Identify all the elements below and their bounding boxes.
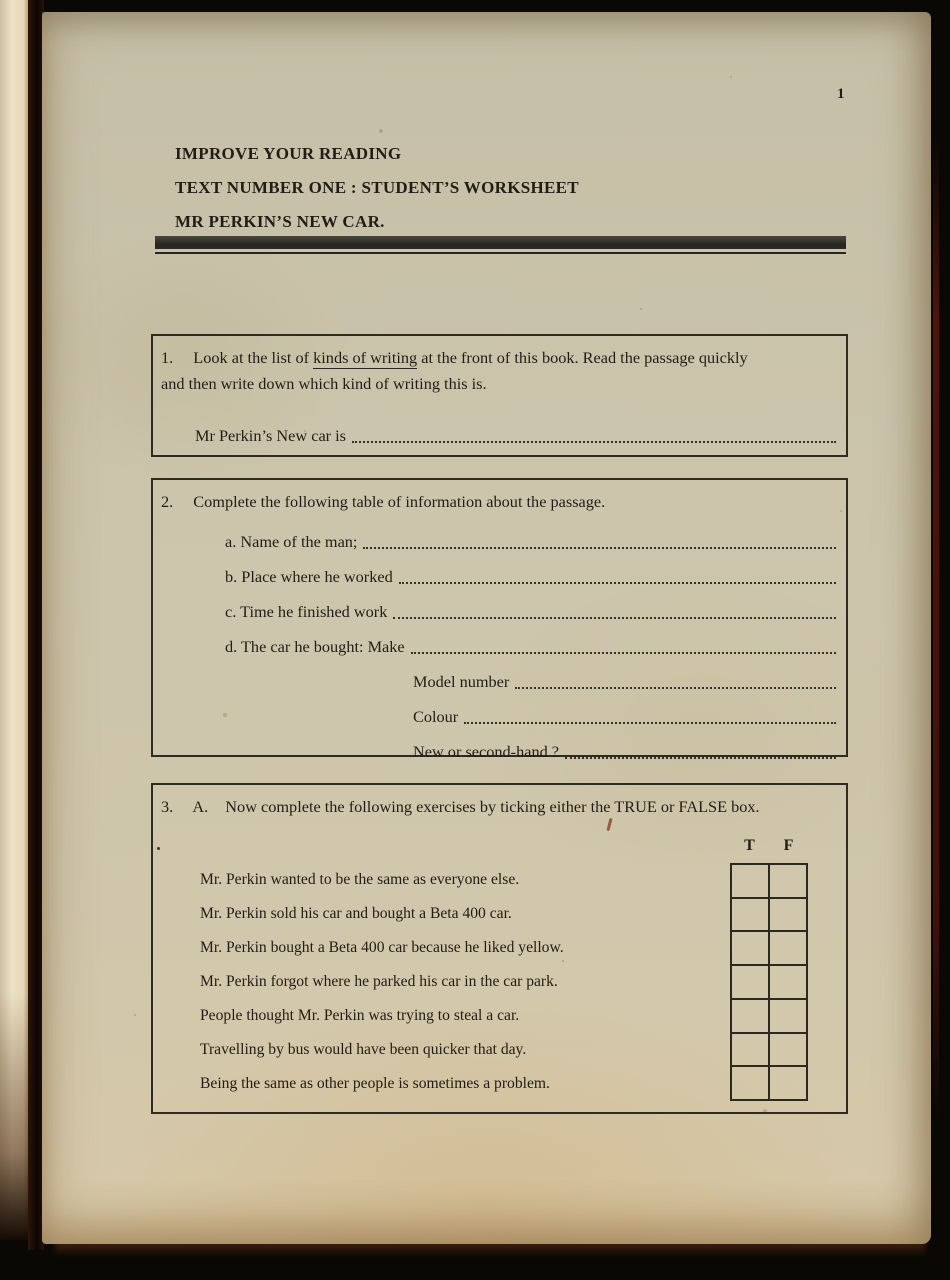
- question-2-box: [151, 478, 848, 761]
- worksheet-page: [42, 12, 931, 1244]
- tf-tick-grid: [730, 863, 808, 1101]
- row-label: d. The car he bought: Make: [225, 636, 405, 656]
- header-line-1: IMPROVE YOUR READING: [175, 144, 402, 163]
- q1-intro-before: Look at the list of: [193, 348, 310, 367]
- statement-2: Mr. Perkin sold his car and bought a Beta 400 car.: [200, 905, 512, 922]
- blank-model-number[interactable]: [515, 687, 836, 689]
- book-cover-edge: [933, 140, 939, 1120]
- q2-info-table: [153, 525, 846, 770]
- ink-dot: [157, 847, 160, 850]
- row-label: a. Name of the man;: [225, 531, 358, 551]
- question-3-instruction: Now complete the following exercises by ticking either the TRUE or FALSE box.: [225, 797, 760, 816]
- header-line-2: TEXT NUMBER ONE : STUDENT’S WORKSHEET: [175, 178, 579, 197]
- tf-cell-r7-false[interactable]: [769, 1066, 807, 1100]
- q1-intro-line1-end: at the front of this book. Read the passage quickly: [421, 348, 748, 367]
- tf-cell-r6-true[interactable]: [731, 1033, 769, 1067]
- statement-1: Mr. Perkin wanted to be the same as everyone else.: [200, 871, 520, 888]
- row-car-make: [153, 630, 846, 665]
- statement-6: Travelling by bus would have been quicker that day.: [200, 1041, 527, 1058]
- tf-cell-r2-true[interactable]: [731, 898, 769, 932]
- paper-specks: [42, 12, 44, 14]
- blank-time-finished[interactable]: [393, 617, 836, 619]
- q1-answer-label: Mr Perkin’s New car is: [195, 426, 347, 445]
- q1-answer-blank[interactable]: [352, 441, 836, 443]
- tf-cell-r5-true[interactable]: [731, 999, 769, 1033]
- tf-cell-r3-true[interactable]: [731, 931, 769, 965]
- question-1-box: [151, 334, 848, 457]
- row-place-worked: [153, 560, 846, 595]
- question-2-title: [153, 480, 846, 515]
- tf-cell-r7-true[interactable]: [731, 1066, 769, 1100]
- blank-name-of-man[interactable]: [363, 547, 836, 549]
- tf-cell-r1-true[interactable]: [731, 864, 769, 898]
- divider-thin-line: [155, 252, 846, 254]
- question-3-box: [151, 783, 848, 1114]
- statement-3: Mr. Perkin bought a Beta 400 car because he liked yellow.: [200, 939, 564, 956]
- blank-car-make[interactable]: [411, 652, 836, 654]
- question-2-number: 2.: [161, 492, 174, 511]
- question-1-text-line1: [153, 336, 846, 371]
- question-3-part-letter: A.: [192, 797, 209, 816]
- divider-bar: [155, 236, 846, 249]
- tf-cell-r3-false[interactable]: [769, 931, 807, 965]
- tf-column-headers: [730, 837, 808, 855]
- row-label: New or second-hand ?: [413, 741, 560, 761]
- row-name-of-man: [153, 525, 846, 560]
- header-line-3: MR PERKIN’S NEW CAR.: [175, 212, 385, 231]
- blank-colour[interactable]: [464, 722, 836, 724]
- tf-cell-r4-true[interactable]: [731, 965, 769, 999]
- question-2-instruction: Complete the following table of information about the passage.: [193, 492, 606, 511]
- question-3-number: 3.: [161, 797, 174, 816]
- row-colour: [153, 700, 846, 735]
- row-model-number: [153, 665, 846, 700]
- tf-cell-r2-false[interactable]: [769, 898, 807, 932]
- tf-cell-r4-false[interactable]: [769, 965, 807, 999]
- divider-rule: [155, 236, 846, 254]
- tf-cell-r5-false[interactable]: [769, 999, 807, 1033]
- row-label: b. Place where he worked: [225, 566, 393, 586]
- stain-mark: [606, 818, 612, 831]
- question-1-number: 1.: [161, 348, 174, 367]
- facing-page-edge: [0, 0, 30, 1240]
- blank-new-or-secondhand[interactable]: [565, 757, 836, 759]
- q1-answer-row: [195, 422, 838, 446]
- page-number: 1: [837, 86, 845, 102]
- tf-cell-r6-false[interactable]: [769, 1033, 807, 1067]
- statement-4: Mr. Perkin forgot where he parked his car in the car park.: [200, 973, 558, 990]
- statement-5: People thought Mr. Perkin was trying to steal a car.: [200, 1007, 520, 1024]
- row-label: Model number: [413, 671, 510, 691]
- statement-7: Being the same as other people is sometimes a problem.: [200, 1075, 550, 1092]
- question-3-title: [153, 785, 846, 820]
- tf-cell-r1-false[interactable]: [769, 864, 807, 898]
- row-label: c. Time he finished work: [225, 601, 388, 621]
- question-1-text-line2: and then write down which kind of writing this is.: [161, 373, 487, 393]
- worksheet-header: [175, 143, 579, 245]
- tf-statements-list: [200, 863, 564, 1101]
- q1-underlined-phrase: kinds of writing: [313, 348, 418, 367]
- row-time-finished: [153, 595, 846, 630]
- blank-place-worked[interactable]: [399, 582, 836, 584]
- false-column-header: F: [783, 837, 794, 854]
- row-label: Colour: [413, 706, 459, 726]
- true-column-header: T: [744, 837, 755, 854]
- row-new-or-secondhand: [153, 735, 846, 770]
